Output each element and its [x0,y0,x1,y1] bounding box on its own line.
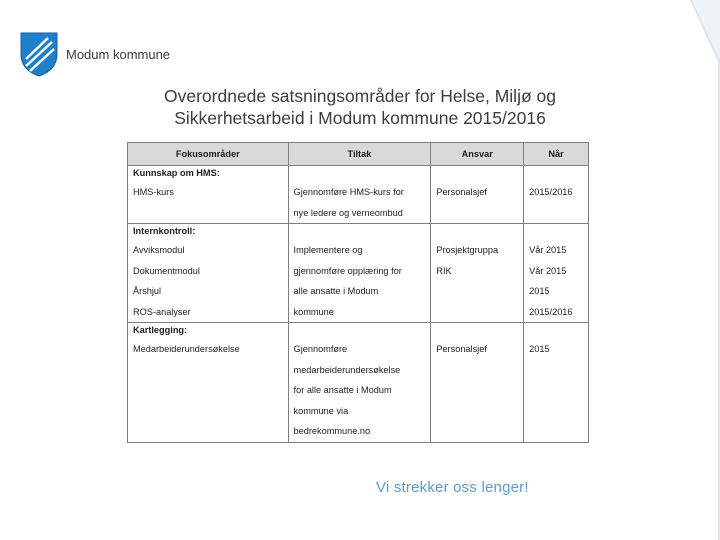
ansvar-item: Personalsjef [436,187,487,197]
tiltak-line: nye ledere og verneombud [293,207,403,218]
ansvar-cell [431,224,524,323]
table-row [128,166,589,224]
tiltak-line: gjennomføre opplæring for [293,265,402,276]
header-tiltak: Tiltak [288,143,431,166]
header-ansvar: Ansvar [431,143,524,166]
fokus-cell [128,166,289,224]
ansvar-cell [431,323,524,443]
title-line-1: Overordnede satsningsområder for Helse, Miljø og [164,86,556,106]
fokus-item: Dokumentmodul [133,265,200,276]
fokus-cell [128,323,289,443]
tiltak-line: alle ansatte i Modum [293,286,379,296]
corner-decoration [630,0,720,540]
fokus-item: Årshjul [133,286,162,296]
tiltak-line: kommune [293,306,334,317]
tiltak-line: Implementere og [293,245,363,255]
tiltak-line: for alle ansatte i Modum [293,385,392,395]
tiltak-line: Gjennomføre [293,344,348,354]
naar-item: 2015 [529,286,550,296]
table-row [128,224,589,323]
tiltak-cell [288,166,431,224]
naar-cell [524,166,589,224]
fokus-item: HMS-kurs [133,187,174,197]
naar-cell [524,323,589,443]
naar-cell [524,224,589,323]
table-row [128,323,589,443]
org-name: Modum kommune [66,46,171,62]
tiltak-line: Gjennomføre HMS-kurs for [293,187,404,197]
title-line-2: Sikkerhetsarbeid i Modum kommune 2015/2016 [174,108,546,128]
naar-item: 2015 [529,344,550,354]
naar-item: Vår 2015 [529,265,567,276]
header-fokus: Fokusområder [128,143,289,166]
table-header-row [128,143,589,166]
section-heading: Kunnskap om HMS: [133,168,220,178]
ansvar-item: Prosjektgruppa [436,245,499,255]
fokus-item: Avviksmodul [133,245,185,255]
ansvar-item: Personalsjef [436,344,487,354]
tiltak-line: bedrekommune.no [293,426,371,436]
coat-of-arms-icon [18,30,60,78]
naar-item: 2015/2016 [529,187,573,197]
fokus-cell [128,224,289,323]
ansvar-cell [431,166,524,224]
section-heading: Internkontroll: [133,226,196,236]
hms-table [127,142,589,443]
tiltak-line: medarbeiderundersøkelse [293,364,401,375]
header-logo [18,30,170,78]
fokus-item: Medarbeiderundersøkelse [133,344,240,354]
naar-item: Vår 2015 [529,245,567,255]
naar-item: 2015/2016 [529,306,573,317]
page-title [0,85,720,129]
section-heading: Kartlegging: [133,325,188,335]
slogan: Vi strekker oss lenger! [376,479,529,496]
tiltak-line: kommune via [293,405,349,416]
tiltak-cell [288,323,431,443]
ansvar-item: RIK [436,265,452,276]
fokus-item: ROS-analyser [133,306,191,317]
tiltak-cell [288,224,431,323]
header-naar: Når [524,143,589,166]
